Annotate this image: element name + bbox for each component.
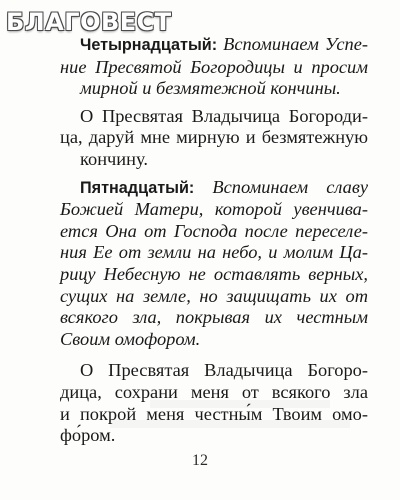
text-line: мирной и безмятежной кончины. bbox=[80, 78, 341, 99]
text-line: Божией Матери, которой увенчива- bbox=[60, 199, 368, 220]
prayer-fourteenth bbox=[40, 106, 368, 171]
text-line: фо́ром. bbox=[60, 425, 116, 446]
text-line: ния Ее от земли на небо, и молим Ца- bbox=[60, 242, 368, 263]
text-line-fragment: Вспоминаем славу bbox=[194, 176, 368, 197]
text-line: Своим омофором. bbox=[60, 328, 201, 349]
text-line bbox=[40, 177, 368, 200]
text-line: О Пресвятая Владычица Богоро- bbox=[80, 360, 368, 381]
paragraph-heading: Пятнадцатый: bbox=[80, 178, 195, 197]
text-line: рицу Небесную не оставлять верных, bbox=[60, 263, 368, 284]
text-line: ца, даруй мне мирную и безмятежную bbox=[60, 127, 368, 148]
text-line: О Пресвятая Владычица Богороди- bbox=[80, 105, 368, 126]
bleed-through-shadow bbox=[110, 420, 350, 428]
text-line: ется Она от Господа после переселе- bbox=[60, 220, 368, 241]
page-text bbox=[40, 34, 368, 447]
watermark-logo: БЛАГОВЕСТ bbox=[6, 8, 172, 36]
paragraph-heading: Четырнадцатый: bbox=[80, 36, 218, 54]
text-line: кончину. bbox=[80, 148, 148, 169]
text-line: всякого зла, покрывая их честным bbox=[60, 307, 368, 328]
text-line bbox=[40, 34, 368, 57]
text-line: дица, сохрани меня от всякого зла bbox=[60, 381, 368, 402]
text-line-fragment: Вспоминаем Успе- bbox=[217, 34, 368, 54]
paragraph-fourteenth bbox=[40, 34, 368, 100]
text-line: и покрой меня честны́м Твоим омо- bbox=[60, 403, 368, 424]
bleed-through-shadow bbox=[150, 400, 330, 408]
paragraph-fifteenth bbox=[40, 177, 368, 351]
text-line: сущих на земле, но защищать их от bbox=[60, 285, 368, 306]
page-number: 12 bbox=[192, 452, 208, 469]
text-line: ние Пресвятой Богородицы и просим bbox=[60, 56, 368, 77]
